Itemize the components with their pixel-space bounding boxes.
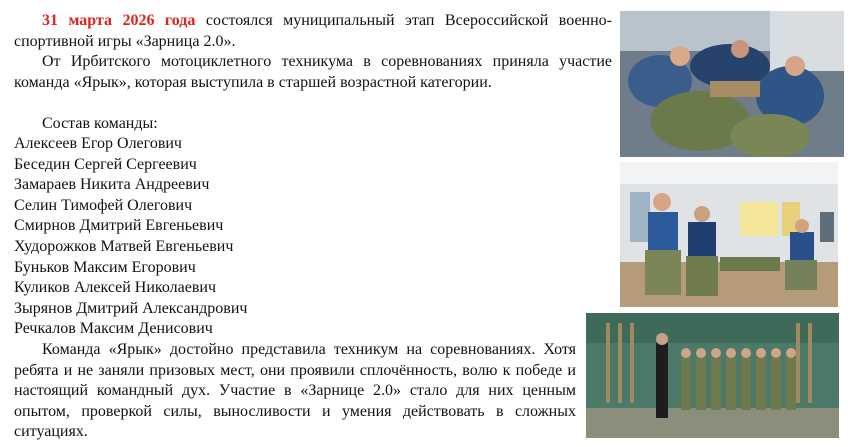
team-member: Зырянов Дмитрий Александрович [14,300,248,317]
team-member: Смирнов Дмитрий Евгеньевич [14,217,224,234]
intro-text: состоялся муниципальный этап Всероссийской военно-спортивной игры «Зарница 2.0». [14,12,612,50]
team-member: Куликов Алексей Николаевич [14,279,217,296]
team-member: Буньков Максим Егорович [14,259,196,276]
team-member: Алексеев Егор Олегович [14,135,182,152]
conclusion-paragraph: Команда «Ярык» достойно представила техникум на соревнованиях. Хотя ребята и не заняли призовых мест, они проявили сплочённость, волю к победе и настоящий командный дух. Участие в «Зарнице 2.0» стало для них ценным опытом, проверкой силы, выносливости и умения действовать в сложных ситуациях. [14,341,576,441]
team-member: Селин Тимофей Олегович [14,197,193,214]
team-member: Речкалов Максим Денисович [14,320,213,337]
cadets-lined-up-in-gym-photo [586,313,839,438]
students-assembling-equipment-in-classroom-photo [620,162,838,307]
event-date: 31 марта 2026 года [42,12,196,29]
team-member: Беседин Сергей Сергеевич [14,156,197,173]
participation-paragraph: От Ирбитского мотоциклетного техникума в соревнованиях приняла участие команда «Ярык», которая выступила в старшей возрастной категории. [14,53,612,91]
team-member: Замараев Никита Андреевич [14,176,210,193]
intro-paragraph [14,11,612,52]
team-member: Худорожков Матвей Евгеньевич [14,238,234,255]
team-heading: Состав команды: [42,115,158,132]
team-gathered-around-table-photo [620,11,844,157]
